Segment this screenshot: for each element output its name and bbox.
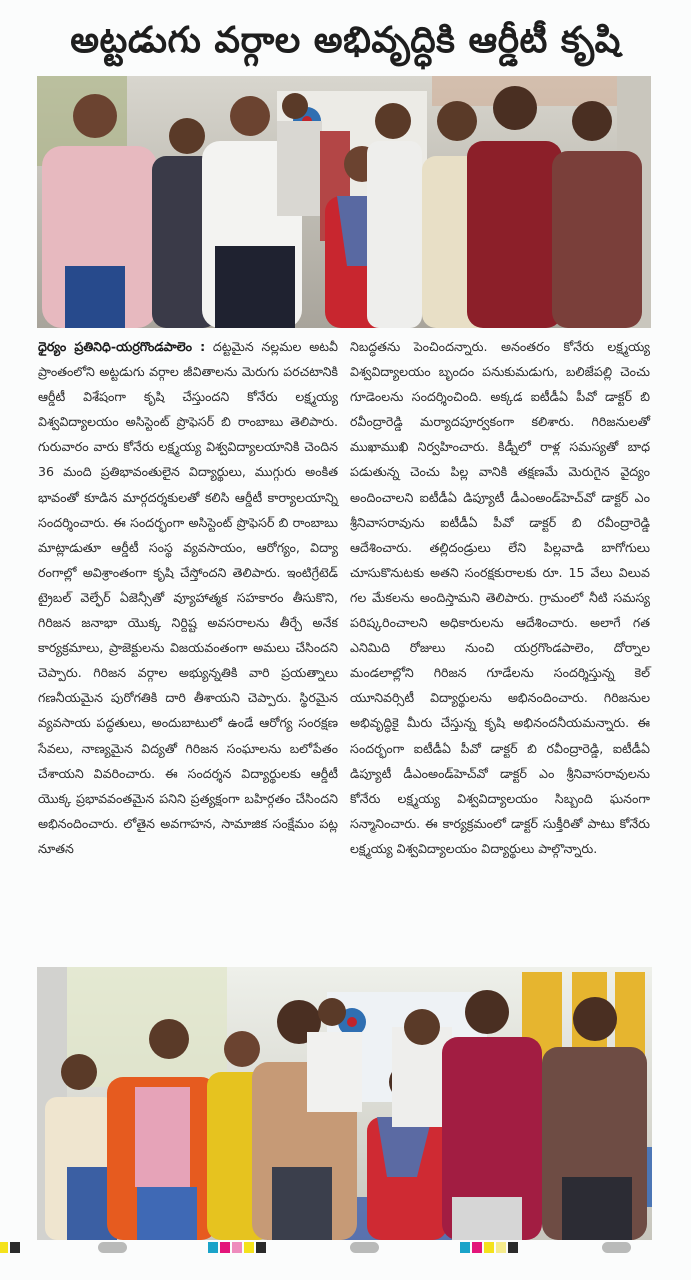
photo-icon	[37, 76, 651, 328]
registration-pill	[98, 1242, 127, 1253]
swatch-cyan	[460, 1242, 470, 1253]
article-headline: అట్టడుగు వర్గాల అభివృద్ధికి ఆర్డీటీ కృషి	[70, 20, 621, 61]
registration-pill	[350, 1242, 379, 1253]
article-text-right: నిబద్ధతను పెంచిందన్నారు. అనంతరం కోనేరు లక్ష్మయ్య విశ్వవిద్యాలయం బృందం పనుకుమడుగు, బలిజేపల్లి చెంచు గూడెంలను సందర్శించింది. అక్కడ ఐటీడీఏ పీవో డాక్టర్ బి రవీంద్రారెడ్డి మర్యాదపూర్వకంగా కలిశారు. గిరిజనులతో ముఖాముఖి నిర్వహించారు. కిడ్నీలో రాళ్ల సమస్యతో బాధ పడుతున్న చెంచు పిల్ల వానికి తక్షణమే మెరుగైన వైద్యం అందించాలని ఐటీడీఏ డిప్యూటీ డీఎంఅండ్‌హెచ్‌వో డాక్టర్ ఎం శ్రీనివాసరావును ఐటీడీఏ పీవో డాక్టర్ బి రవీంద్రారెడ్డి ఆదేశించారు. తల్లిదండ్రులు లేని పిల్లవాడి బాగోగులు చూసుకొనుటకు అతని సంరక్షకురాలకు రూ. 15 వేలు విలువ గల మేకలను అందిస్తామని తెలిపారు. గ్రామంలో నీటి సమస్య పరిష్కరించాలని అధికారులను ఆదేశించారు. అలాగే గత ఎనిమిది రోజులు నుంచి యర్రగొండపాలెం, దోర్నాల మండలాల్లోని గిరిజన గూడేలను సందర్శిస్తున్న కెల్ యూనివర్సిటీ విద్యార్థులను అభినందించారు. గిరిజనుల అభివృద్ధికై మీరు చేస్తున్న కృషి అభినందనీయమన్నారు. ఈ సందర్భంగా ఐటీడీఏ పీవో డాక్టర్ బి రవీంద్రారెడ్డి, ఐటీడీఏ డిప్యూటీ డీఎంఅండ్‌హెచ్‌వో డాక్టర్ ఎం శ్రీనివాసరావులను కోనేరు లక్ష్మయ్య విశ్వవిద్యాలయం సిబ్బంది ఘనంగా సన్మానించారు. ఈ కార్యక్రమంలో డాక్టర్ సుక్తీరితో పాటు కోనేరు లక్ష్మయ్య విశ్వవిద్యాలయం విద్యార్థులు పాల్గొన్నారు.	[350, 339, 650, 856]
swatch-black	[256, 1242, 266, 1253]
swatch-yellow	[244, 1242, 254, 1253]
swatch-yellow	[484, 1242, 494, 1253]
swatch-black	[508, 1242, 518, 1253]
article-photo-bottom	[37, 967, 652, 1240]
color-swatch-set-b	[460, 1242, 518, 1253]
swatch-magenta	[220, 1242, 230, 1253]
swatch-cyan	[208, 1242, 218, 1253]
swatch-magenta	[472, 1242, 482, 1253]
color-swatch-edge	[0, 1242, 20, 1253]
article-column-right	[350, 334, 650, 964]
article-text-left: దట్టమైన నల్లమల అటవీ ప్రాంతంలోని అట్టడుగు వర్గాల జీవితాలను మెరుగు పరచటానికి ఆర్డీటీ విశేషంగా కృషి చేస్తుందని కోనేరు లక్ష్మయ్య విశ్వవిద్యాలయం అసిస్టెంట్ ప్రొఫెసర్ బి రాంబాబు తెలిపారు. గురువారం వారు కోనేరు లక్ష్మయ్య విశ్వవిద్యాలయానికి చెందిన 36 మంది ప్రతిభావంతులైన విద్యార్థులు, ముగ్గురు అంకిత భావంతో కూడిన మార్గదర్శకులతో కలిసి ఆర్డీటీ కార్యాలయాన్ని సందర్శించారు. ఈ సందర్భంగా అసిస్టెంట్ ప్రొఫెసర్ బి రాంబాబు మాట్లాడుతూ ఆర్డీటీ సంస్థ వ్యవసాయం, ఆరోగ్యం, విద్యా రంగాల్లో అవిశ్రాంతంగా కృషి చేస్తోందని తెలిపారు. ఇంటిగ్రేటెడ్ ట్రైబల్ వెల్ఫేర్ ఏజెన్సీతో వ్యూహాత్మక సహకారం తీసుకొని, గిరిజన జనాభా యొక్క నిర్దిష్ట అవసరాలను తీర్చే అనేక కార్యక్రమాలు, ప్రాజెక్టులను విజయవంతంగా అమలు చేసిందని చెప్పారు. గిరిజన వర్గాల అభ్యున్నతికి వారి ప్రయత్నాలు గణనీయమైన పురోగతికి దారి తీశాయని చెప్పారు. స్థిరమైన వ్యవసాయ పద్ధతులు, అందుబాటులో ఉండే ఆరోగ్య సంరక్షణ సేవలు, నాణ్యమైన విద్యతో గిరిజన సంఘాలను బలోపేతం చేశాయని వివరించారు. ఈ సందర్శన విద్యార్థులకు ఆర్డీటీ యొక్క ప్రభావవంతమైన పనిని ప్రత్యక్షంగా బహిర్గతం చేసిందని అభినందించారు. లోతైన అవగాహన, సామాజిక సంక్షేమం పట్ల నూతన	[38, 339, 338, 856]
article-photo-top	[37, 76, 651, 328]
print-registration-marks	[0, 1241, 691, 1255]
article-body	[38, 334, 650, 964]
article-dateline: ధైర్యం ప్రతినిధి-యర్రగొండపాలెం :	[38, 339, 206, 354]
swatch-black	[10, 1242, 20, 1253]
color-swatch-set-a	[208, 1242, 266, 1253]
swatch-light-yellow	[496, 1242, 506, 1253]
photo-icon	[37, 967, 652, 1240]
swatch-pink	[232, 1242, 242, 1253]
swatch-yellow	[0, 1242, 8, 1253]
registration-pill	[602, 1242, 631, 1253]
article-column-left	[38, 334, 338, 964]
